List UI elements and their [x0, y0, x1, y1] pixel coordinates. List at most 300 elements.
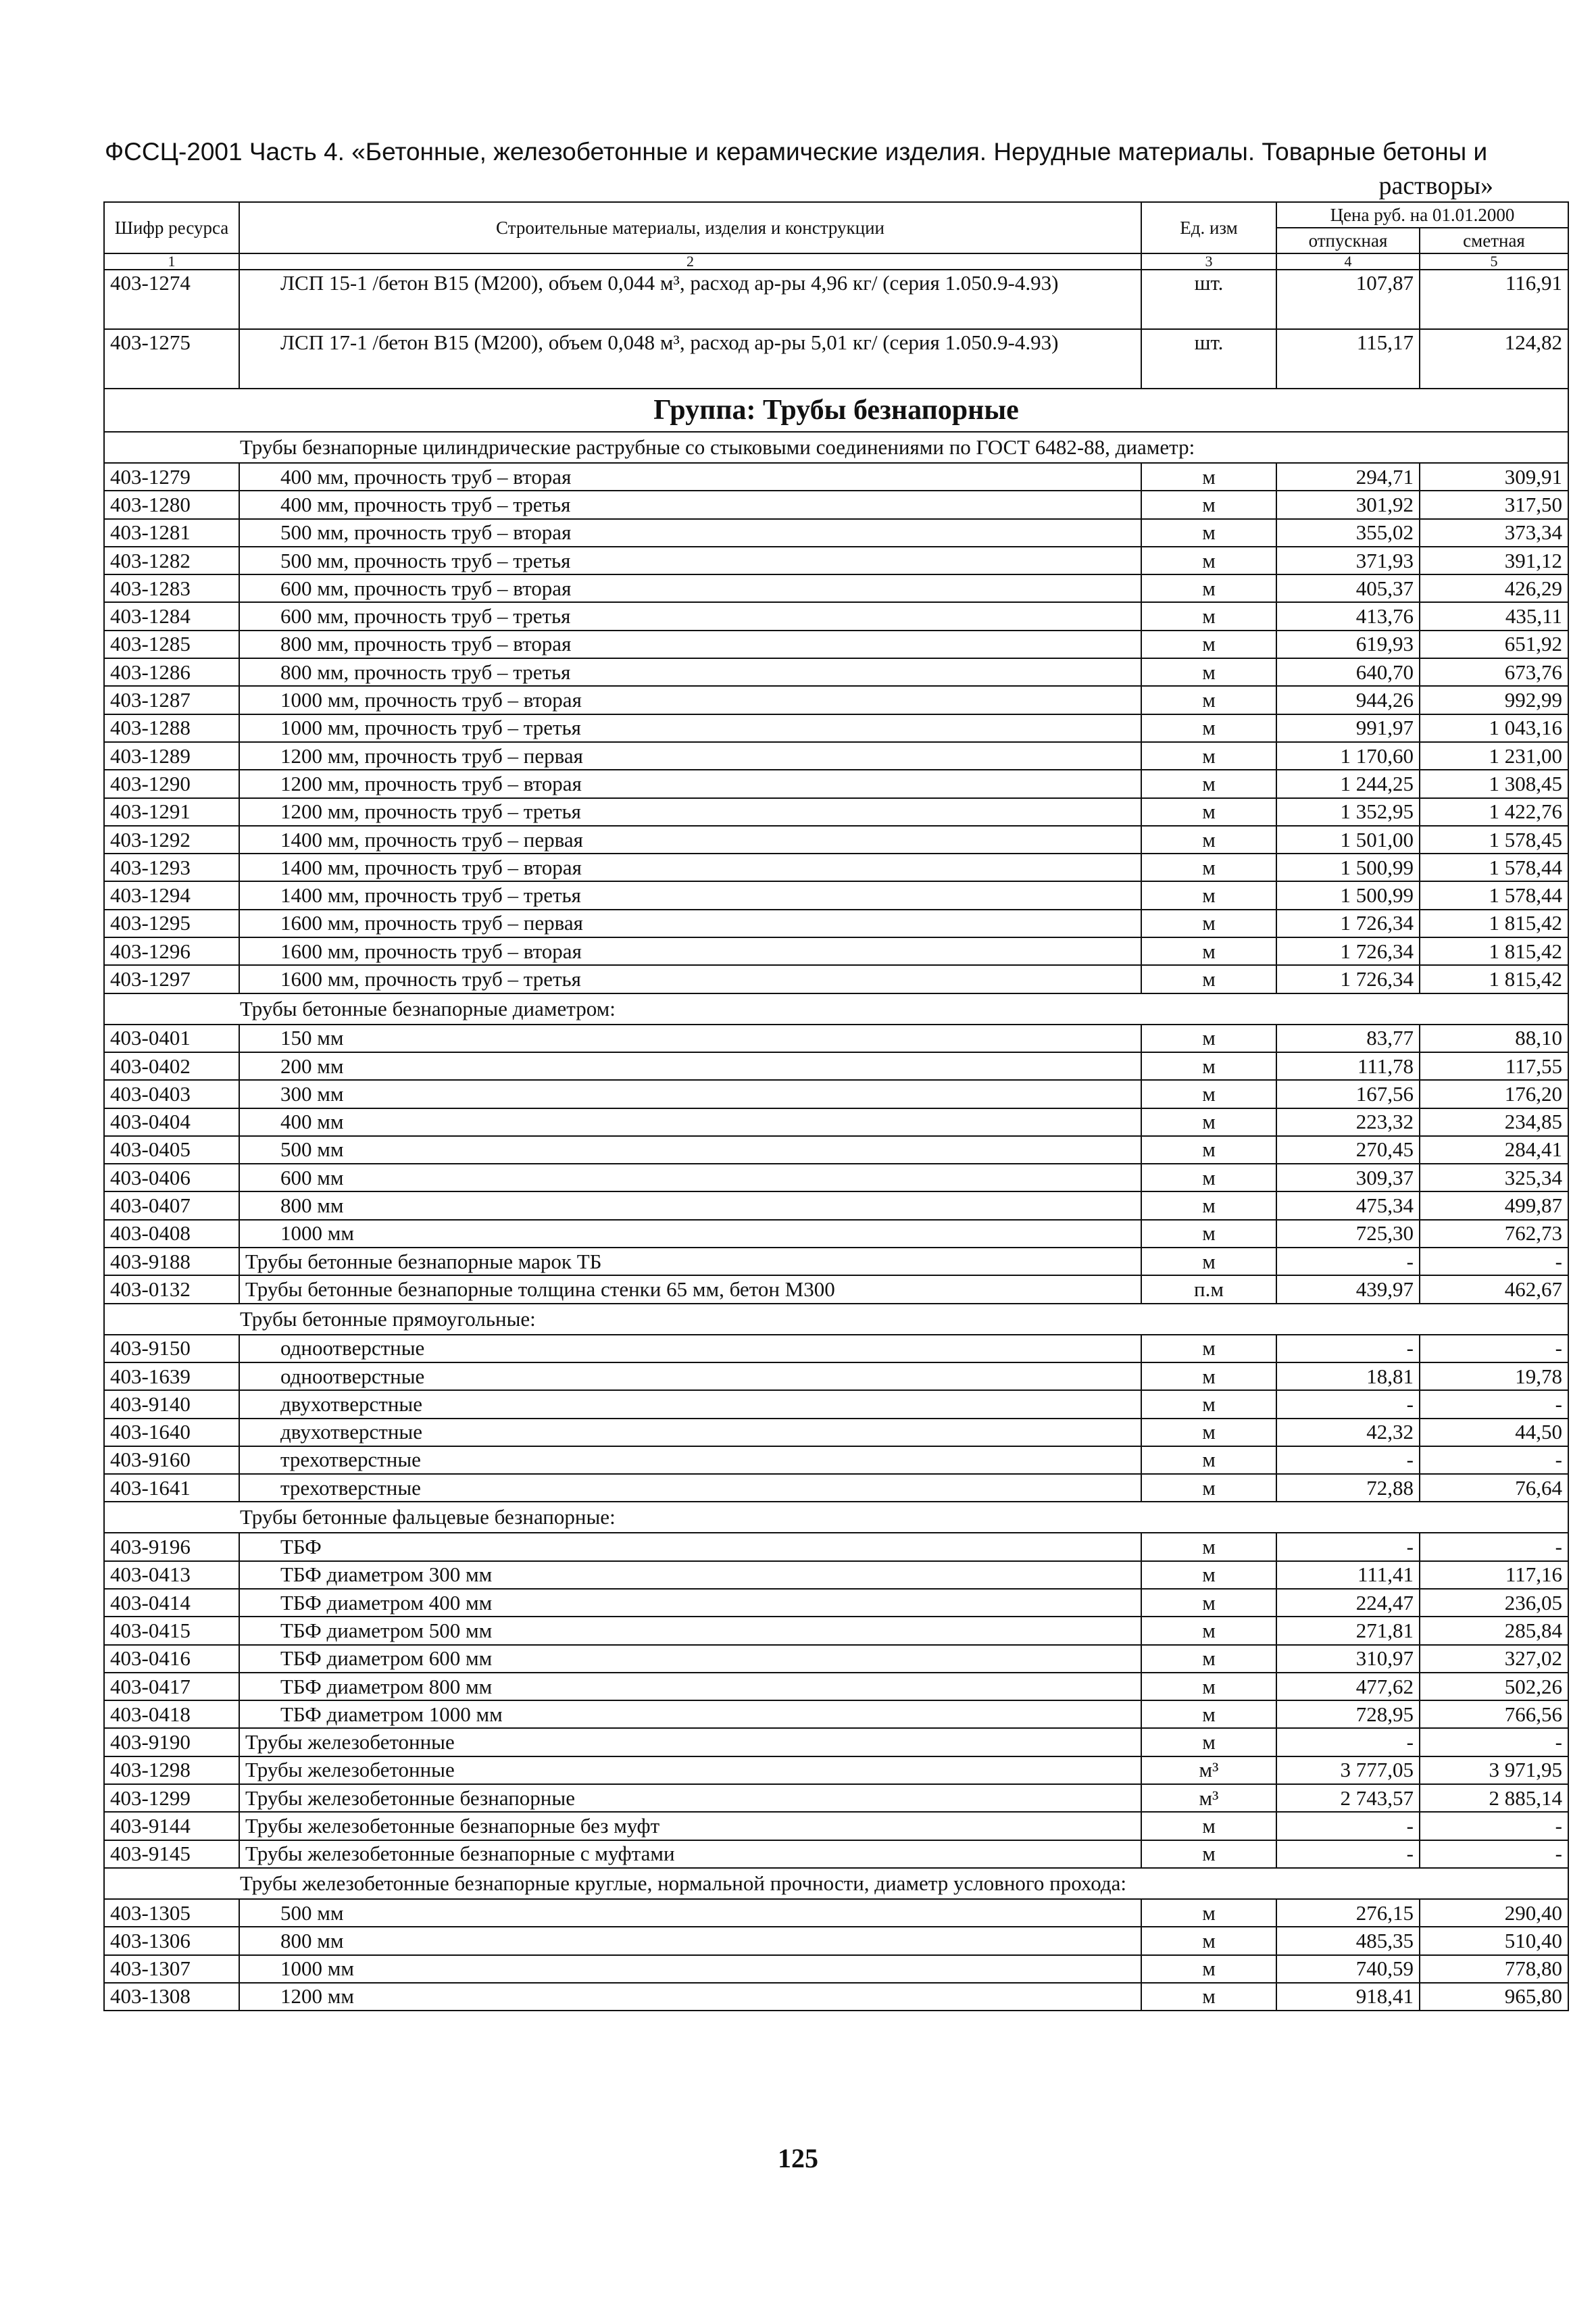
table-row [104, 1164, 1568, 1191]
section-title: Трубы бетонные прямоугольные: [104, 1304, 1568, 1335]
release-price: 115,17 [1276, 329, 1420, 389]
item-name: трехотверстные [239, 1474, 1141, 1502]
table-row [104, 1673, 1568, 1700]
resource-code: 403-9188 [104, 1248, 239, 1275]
item-name: одноотверстные [239, 1362, 1141, 1390]
estimate-price: 462,67 [1420, 1275, 1568, 1303]
unit: м [1141, 1164, 1276, 1191]
estimate-price: 2 885,14 [1420, 1784, 1568, 1812]
resource-code: 403-1305 [104, 1899, 239, 1927]
item-name: 500 мм, прочность труб – вторая [239, 519, 1141, 547]
item-name: 500 мм, прочность труб – третья [239, 547, 1141, 574]
estimate-price: 1 578,45 [1420, 826, 1568, 854]
unit: м [1141, 519, 1276, 547]
item-name: 800 мм [239, 1191, 1141, 1219]
release-price: 42,32 [1276, 1419, 1420, 1446]
resource-code: 403-9190 [104, 1728, 239, 1756]
release-price: 270,45 [1276, 1136, 1420, 1164]
unit: м [1141, 1673, 1276, 1700]
estimate-price: 1 578,44 [1420, 881, 1568, 909]
unit: м [1141, 1052, 1276, 1080]
header-title-line1: ФССЦ-2001 Часть 4. «Бетонные, железобетонные и керамические изделия. Нерудные материалы. Товарные бетоны и [105, 138, 1488, 166]
unit: м [1141, 1927, 1276, 1954]
item-name: 150 мм [239, 1025, 1141, 1052]
item-name: 800 мм, прочность труб – третья [239, 658, 1141, 686]
unit: м [1141, 1840, 1276, 1868]
resource-code: 403-1280 [104, 491, 239, 518]
item-name: 1400 мм, прочность труб – первая [239, 826, 1141, 854]
item-name: ЛСП 17-1 /бетон В15 (М200), объем 0,048 м³, расход ар-ры 5,01 кг/ (серия 1.050.9-4.93) [239, 329, 1141, 389]
release-price: 640,70 [1276, 658, 1420, 686]
table-row [104, 1248, 1568, 1275]
unit: м [1141, 1419, 1276, 1446]
unit: м [1141, 1446, 1276, 1474]
resource-code: 403-0403 [104, 1080, 239, 1108]
column-number-row [104, 253, 1568, 270]
resource-code: 403-1282 [104, 547, 239, 574]
section-title-row [104, 1868, 1568, 1899]
release-price: 439,97 [1276, 1275, 1420, 1303]
table-row [104, 519, 1568, 547]
estimate-price: 1 815,42 [1420, 910, 1568, 937]
unit: м [1141, 1335, 1276, 1362]
resource-code: 403-1307 [104, 1955, 239, 1983]
table-row [104, 1589, 1568, 1617]
release-price: 740,59 [1276, 1955, 1420, 1983]
table-row [104, 1561, 1568, 1589]
release-price: - [1276, 1335, 1420, 1362]
unit: шт. [1141, 270, 1276, 329]
item-name: 1400 мм, прочность труб – вторая [239, 854, 1141, 881]
resource-code: 403-1639 [104, 1362, 239, 1390]
estimate-price: - [1420, 1446, 1568, 1474]
estimate-price: 325,34 [1420, 1164, 1568, 1191]
resource-code: 403-9145 [104, 1840, 239, 1868]
estimate-price: 3 971,95 [1420, 1756, 1568, 1784]
table-row [104, 602, 1568, 630]
release-price: 276,15 [1276, 1899, 1420, 1927]
item-name: 600 мм, прочность труб – третья [239, 602, 1141, 630]
resource-code: 403-0416 [104, 1645, 239, 1673]
unit: м [1141, 1645, 1276, 1673]
table-row [104, 1419, 1568, 1446]
table-row [104, 1756, 1568, 1784]
release-price: 18,81 [1276, 1362, 1420, 1390]
table-row [104, 1645, 1568, 1673]
group-title: Группа: Трубы безнапорные [104, 389, 1568, 432]
table-row [104, 1136, 1568, 1164]
item-name: 600 мм, прочность труб – вторая [239, 574, 1141, 602]
estimate-price: 1 815,42 [1420, 937, 1568, 965]
item-name: Трубы бетонные безнапорные марок ТБ [239, 1248, 1141, 1275]
col-header-estimate-price: сметная [1420, 228, 1568, 253]
resource-code: 403-0413 [104, 1561, 239, 1589]
estimate-price: 499,87 [1420, 1191, 1568, 1219]
resource-code: 403-1287 [104, 686, 239, 714]
table-row [104, 1108, 1568, 1136]
resource-code: 403-1289 [104, 742, 239, 770]
release-price: 1 726,34 [1276, 965, 1420, 993]
item-name: 1000 мм, прочность труб – вторая [239, 686, 1141, 714]
table-row [104, 1899, 1568, 1927]
estimate-price: - [1420, 1390, 1568, 1418]
item-name: 1600 мм, прочность труб – третья [239, 965, 1141, 993]
estimate-price: 124,82 [1420, 329, 1568, 389]
item-name: ТБФ диаметром 300 мм [239, 1561, 1141, 1589]
table-row [104, 1191, 1568, 1219]
unit: м [1141, 1390, 1276, 1418]
estimate-price: 234,85 [1420, 1108, 1568, 1136]
col-header-price-group: Цена руб. на 01.01.2000 [1276, 202, 1568, 228]
unit: м [1141, 463, 1276, 491]
item-name: 500 мм [239, 1899, 1141, 1927]
item-name: 500 мм [239, 1136, 1141, 1164]
table-row [104, 910, 1568, 937]
resource-code: 403-1283 [104, 574, 239, 602]
resource-code: 403-1640 [104, 1419, 239, 1446]
resource-code: 403-1299 [104, 1784, 239, 1812]
unit: п.м [1141, 1275, 1276, 1303]
estimate-price: 778,80 [1420, 1955, 1568, 1983]
page-number: 125 [778, 2143, 818, 2173]
item-name: 1000 мм [239, 1220, 1141, 1248]
unit: м [1141, 574, 1276, 602]
item-name: 1000 мм [239, 1955, 1141, 1983]
unit: м [1141, 1561, 1276, 1589]
table-body [104, 270, 1568, 2011]
table-row [104, 463, 1568, 491]
release-price: 355,02 [1276, 519, 1420, 547]
release-price: 477,62 [1276, 1673, 1420, 1700]
table-row [104, 1983, 1568, 2011]
table-row [104, 798, 1568, 826]
estimate-price: 327,02 [1420, 1645, 1568, 1673]
unit: м [1141, 1220, 1276, 1248]
item-name: 400 мм, прочность труб – вторая [239, 463, 1141, 491]
item-name: 1600 мм, прочность труб – первая [239, 910, 1141, 937]
unit: м [1141, 1983, 1276, 2011]
resource-code: 403-0407 [104, 1191, 239, 1219]
table-row [104, 742, 1568, 770]
release-price: - [1276, 1390, 1420, 1418]
estimate-price: 19,78 [1420, 1362, 1568, 1390]
resource-code: 403-0417 [104, 1673, 239, 1700]
item-name: трехотверстные [239, 1446, 1141, 1474]
item-name: ТБФ диаметром 600 мм [239, 1645, 1141, 1673]
estimate-price: 116,91 [1420, 270, 1568, 329]
resource-code: 403-0408 [104, 1220, 239, 1248]
table-row [104, 270, 1568, 329]
header-title-line2: растворы» [1378, 172, 1493, 200]
table-row [104, 965, 1568, 993]
estimate-price: 673,76 [1420, 658, 1568, 686]
col-header-release-price: отпускная [1276, 228, 1420, 253]
release-price: 475,34 [1276, 1191, 1420, 1219]
item-name: двухотверстные [239, 1419, 1141, 1446]
release-price: 725,30 [1276, 1220, 1420, 1248]
table-row [104, 1052, 1568, 1080]
item-name: Трубы бетонные безнапорные толщина стенки 65 мм, бетон М300 [239, 1275, 1141, 1303]
resource-code: 403-1293 [104, 854, 239, 881]
estimate-price: 88,10 [1420, 1025, 1568, 1052]
release-price: 918,41 [1276, 1983, 1420, 2011]
release-price: 111,41 [1276, 1561, 1420, 1589]
release-price: 107,87 [1276, 270, 1420, 329]
item-name: 1000 мм, прочность труб – третья [239, 714, 1141, 742]
table-header-row [104, 202, 1568, 228]
table-row [104, 329, 1568, 389]
estimate-price: 76,64 [1420, 1474, 1568, 1502]
estimate-price: 766,56 [1420, 1700, 1568, 1728]
estimate-price: 1 815,42 [1420, 965, 1568, 993]
item-name: Трубы железобетонные безнапорные без муфт [239, 1812, 1141, 1840]
resource-code: 403-1306 [104, 1927, 239, 1954]
unit: шт. [1141, 329, 1276, 389]
release-price: - [1276, 1446, 1420, 1474]
unit: м [1141, 937, 1276, 965]
item-name: 800 мм, прочность труб – вторая [239, 631, 1141, 658]
unit: м [1141, 547, 1276, 574]
unit: м [1141, 1025, 1276, 1052]
unit: м [1141, 910, 1276, 937]
item-name: Трубы железобетонные безнапорные [239, 1784, 1141, 1812]
unit: м [1141, 658, 1276, 686]
section-title: Трубы бетонные фальцевые безнапорные: [104, 1502, 1568, 1533]
unit: м³ [1141, 1756, 1276, 1784]
resource-code: 403-1288 [104, 714, 239, 742]
release-price: 309,37 [1276, 1164, 1420, 1191]
table-row [104, 1533, 1568, 1560]
release-price: 1 170,60 [1276, 742, 1420, 770]
unit: м [1141, 1533, 1276, 1560]
resource-code: 403-9140 [104, 1390, 239, 1418]
item-name: 400 мм, прочность труб – третья [239, 491, 1141, 518]
unit: м [1141, 491, 1276, 518]
resource-code: 403-9144 [104, 1812, 239, 1840]
resource-code: 403-1297 [104, 965, 239, 993]
estimate-price: 510,40 [1420, 1927, 1568, 1954]
table-row [104, 937, 1568, 965]
resource-code: 403-0405 [104, 1136, 239, 1164]
table-row [104, 714, 1568, 742]
estimate-price: - [1420, 1533, 1568, 1560]
release-price: 3 777,05 [1276, 1756, 1420, 1784]
estimate-price: 309,91 [1420, 463, 1568, 491]
table-row [104, 658, 1568, 686]
estimate-price: - [1420, 1728, 1568, 1756]
estimate-price: 992,99 [1420, 686, 1568, 714]
resource-code: 403-9160 [104, 1446, 239, 1474]
release-price: - [1276, 1248, 1420, 1275]
estimate-price: 317,50 [1420, 491, 1568, 518]
estimate-price: 236,05 [1420, 1589, 1568, 1617]
section-title: Трубы безнапорные цилиндрические раструбные со стыковыми соединениями по ГОСТ 6482-88, диаметр: [104, 432, 1568, 463]
item-name: 1200 мм, прочность труб – первая [239, 742, 1141, 770]
unit: м [1141, 1812, 1276, 1840]
resource-code: 403-1275 [104, 329, 239, 389]
release-price: 1 500,99 [1276, 854, 1420, 881]
group-title-row [104, 389, 1568, 432]
resource-code: 403-1290 [104, 770, 239, 797]
table-row [104, 1784, 1568, 1812]
unit: м [1141, 1728, 1276, 1756]
item-name: Трубы железобетонные [239, 1728, 1141, 1756]
release-price: 1 726,34 [1276, 937, 1420, 965]
estimate-price: 284,41 [1420, 1136, 1568, 1164]
col-number: 2 [239, 253, 1141, 270]
col-header-name: Строительные материалы, изделия и конструкции [239, 202, 1141, 253]
table-row [104, 1927, 1568, 1954]
table-row [104, 547, 1568, 574]
unit: м [1141, 1955, 1276, 1983]
resource-code: 403-0132 [104, 1275, 239, 1303]
unit: м [1141, 1362, 1276, 1390]
resource-code: 403-1296 [104, 937, 239, 965]
resource-code: 403-0406 [104, 1164, 239, 1191]
release-price: - [1276, 1840, 1420, 1868]
resource-code: 403-1295 [104, 910, 239, 937]
estimate-price: - [1420, 1248, 1568, 1275]
release-price: - [1276, 1812, 1420, 1840]
release-price: 2 743,57 [1276, 1784, 1420, 1812]
table-row [104, 686, 1568, 714]
estimate-price: 1 043,16 [1420, 714, 1568, 742]
section-title-row [104, 993, 1568, 1025]
item-name: 1400 мм, прочность труб – третья [239, 881, 1141, 909]
estimate-price: 651,92 [1420, 631, 1568, 658]
resource-code: 403-1284 [104, 602, 239, 630]
estimate-price: 117,55 [1420, 1052, 1568, 1080]
resource-code: 403-1292 [104, 826, 239, 854]
estimate-price: 965,80 [1420, 1983, 1568, 2011]
price-table [103, 201, 1569, 2011]
unit: м³ [1141, 1784, 1276, 1812]
item-name: двухотверстные [239, 1390, 1141, 1418]
unit: м [1141, 1191, 1276, 1219]
estimate-price: 44,50 [1420, 1419, 1568, 1446]
unit: м [1141, 770, 1276, 797]
unit: м [1141, 714, 1276, 742]
estimate-price: 426,29 [1420, 574, 1568, 602]
release-price: 371,93 [1276, 547, 1420, 574]
resource-code: 403-0402 [104, 1052, 239, 1080]
unit: м [1141, 602, 1276, 630]
item-name: 200 мм [239, 1052, 1141, 1080]
col-number: 1 [104, 253, 239, 270]
release-price: 223,32 [1276, 1108, 1420, 1136]
release-price: 294,71 [1276, 463, 1420, 491]
release-price: 1 501,00 [1276, 826, 1420, 854]
col-number: 5 [1420, 253, 1568, 270]
item-name: ТБФ диаметром 800 мм [239, 1673, 1141, 1700]
table-row [104, 1275, 1568, 1303]
resource-code: 403-1294 [104, 881, 239, 909]
release-price: 1 244,25 [1276, 770, 1420, 797]
unit: м [1141, 1589, 1276, 1617]
section-title-row [104, 1304, 1568, 1335]
release-price: 310,97 [1276, 1645, 1420, 1673]
unit: м [1141, 1474, 1276, 1502]
unit: м [1141, 1700, 1276, 1728]
col-number: 4 [1276, 253, 1420, 270]
table-row [104, 1446, 1568, 1474]
item-name: 600 мм [239, 1164, 1141, 1191]
estimate-price: 1 231,00 [1420, 742, 1568, 770]
estimate-price: 117,16 [1420, 1561, 1568, 1589]
table-row [104, 1025, 1568, 1052]
release-price: - [1276, 1533, 1420, 1560]
estimate-price: 176,20 [1420, 1080, 1568, 1108]
unit: м [1141, 798, 1276, 826]
item-name: ЛСП 15-1 /бетон В15 (М200), объем 0,044 м³, расход ар-ры 4,96 кг/ (серия 1.050.9-4.93) [239, 270, 1141, 329]
resource-code: 403-9196 [104, 1533, 239, 1560]
col-header-code: Шифр ресурса [104, 202, 239, 253]
table-row [104, 1474, 1568, 1502]
unit: м [1141, 631, 1276, 658]
table-row [104, 1617, 1568, 1644]
unit: м [1141, 1899, 1276, 1927]
unit: м [1141, 1248, 1276, 1275]
item-name: ТБФ диаметром 500 мм [239, 1617, 1141, 1644]
table-row [104, 1840, 1568, 1868]
unit: м [1141, 826, 1276, 854]
unit: м [1141, 1108, 1276, 1136]
estimate-price: 290,40 [1420, 1899, 1568, 1927]
estimate-price: 1 422,76 [1420, 798, 1568, 826]
table-row [104, 574, 1568, 602]
release-price: 167,56 [1276, 1080, 1420, 1108]
release-price: 224,47 [1276, 1589, 1420, 1617]
estimate-price: 285,84 [1420, 1617, 1568, 1644]
table-row [104, 491, 1568, 518]
release-price: - [1276, 1728, 1420, 1756]
resource-code: 403-1279 [104, 463, 239, 491]
release-price: 405,37 [1276, 574, 1420, 602]
resource-code: 403-1274 [104, 270, 239, 329]
unit: м [1141, 965, 1276, 993]
table-row [104, 826, 1568, 854]
resource-code: 403-1308 [104, 1983, 239, 2011]
item-name: ТБФ диаметром 1000 мм [239, 1700, 1141, 1728]
unit: м [1141, 686, 1276, 714]
release-price: 301,92 [1276, 491, 1420, 518]
release-price: 619,93 [1276, 631, 1420, 658]
release-price: 944,26 [1276, 686, 1420, 714]
release-price: 413,76 [1276, 602, 1420, 630]
table-row [104, 1220, 1568, 1248]
table-row [104, 1335, 1568, 1362]
item-name: 400 мм [239, 1108, 1141, 1136]
estimate-price: 373,34 [1420, 519, 1568, 547]
estimate-price: - [1420, 1812, 1568, 1840]
table-row [104, 770, 1568, 797]
table-row [104, 631, 1568, 658]
release-price: 991,97 [1276, 714, 1420, 742]
estimate-price: 391,12 [1420, 547, 1568, 574]
estimate-price: - [1420, 1840, 1568, 1868]
estimate-price: 762,73 [1420, 1220, 1568, 1248]
table-row [104, 1812, 1568, 1840]
release-price: 83,77 [1276, 1025, 1420, 1052]
release-price: 111,78 [1276, 1052, 1420, 1080]
table-row [104, 1362, 1568, 1390]
resource-code: 403-0414 [104, 1589, 239, 1617]
item-name: ТБФ диаметром 400 мм [239, 1589, 1141, 1617]
table-row [104, 1728, 1568, 1756]
unit: м [1141, 854, 1276, 881]
table-row [104, 854, 1568, 881]
unit: м [1141, 742, 1276, 770]
